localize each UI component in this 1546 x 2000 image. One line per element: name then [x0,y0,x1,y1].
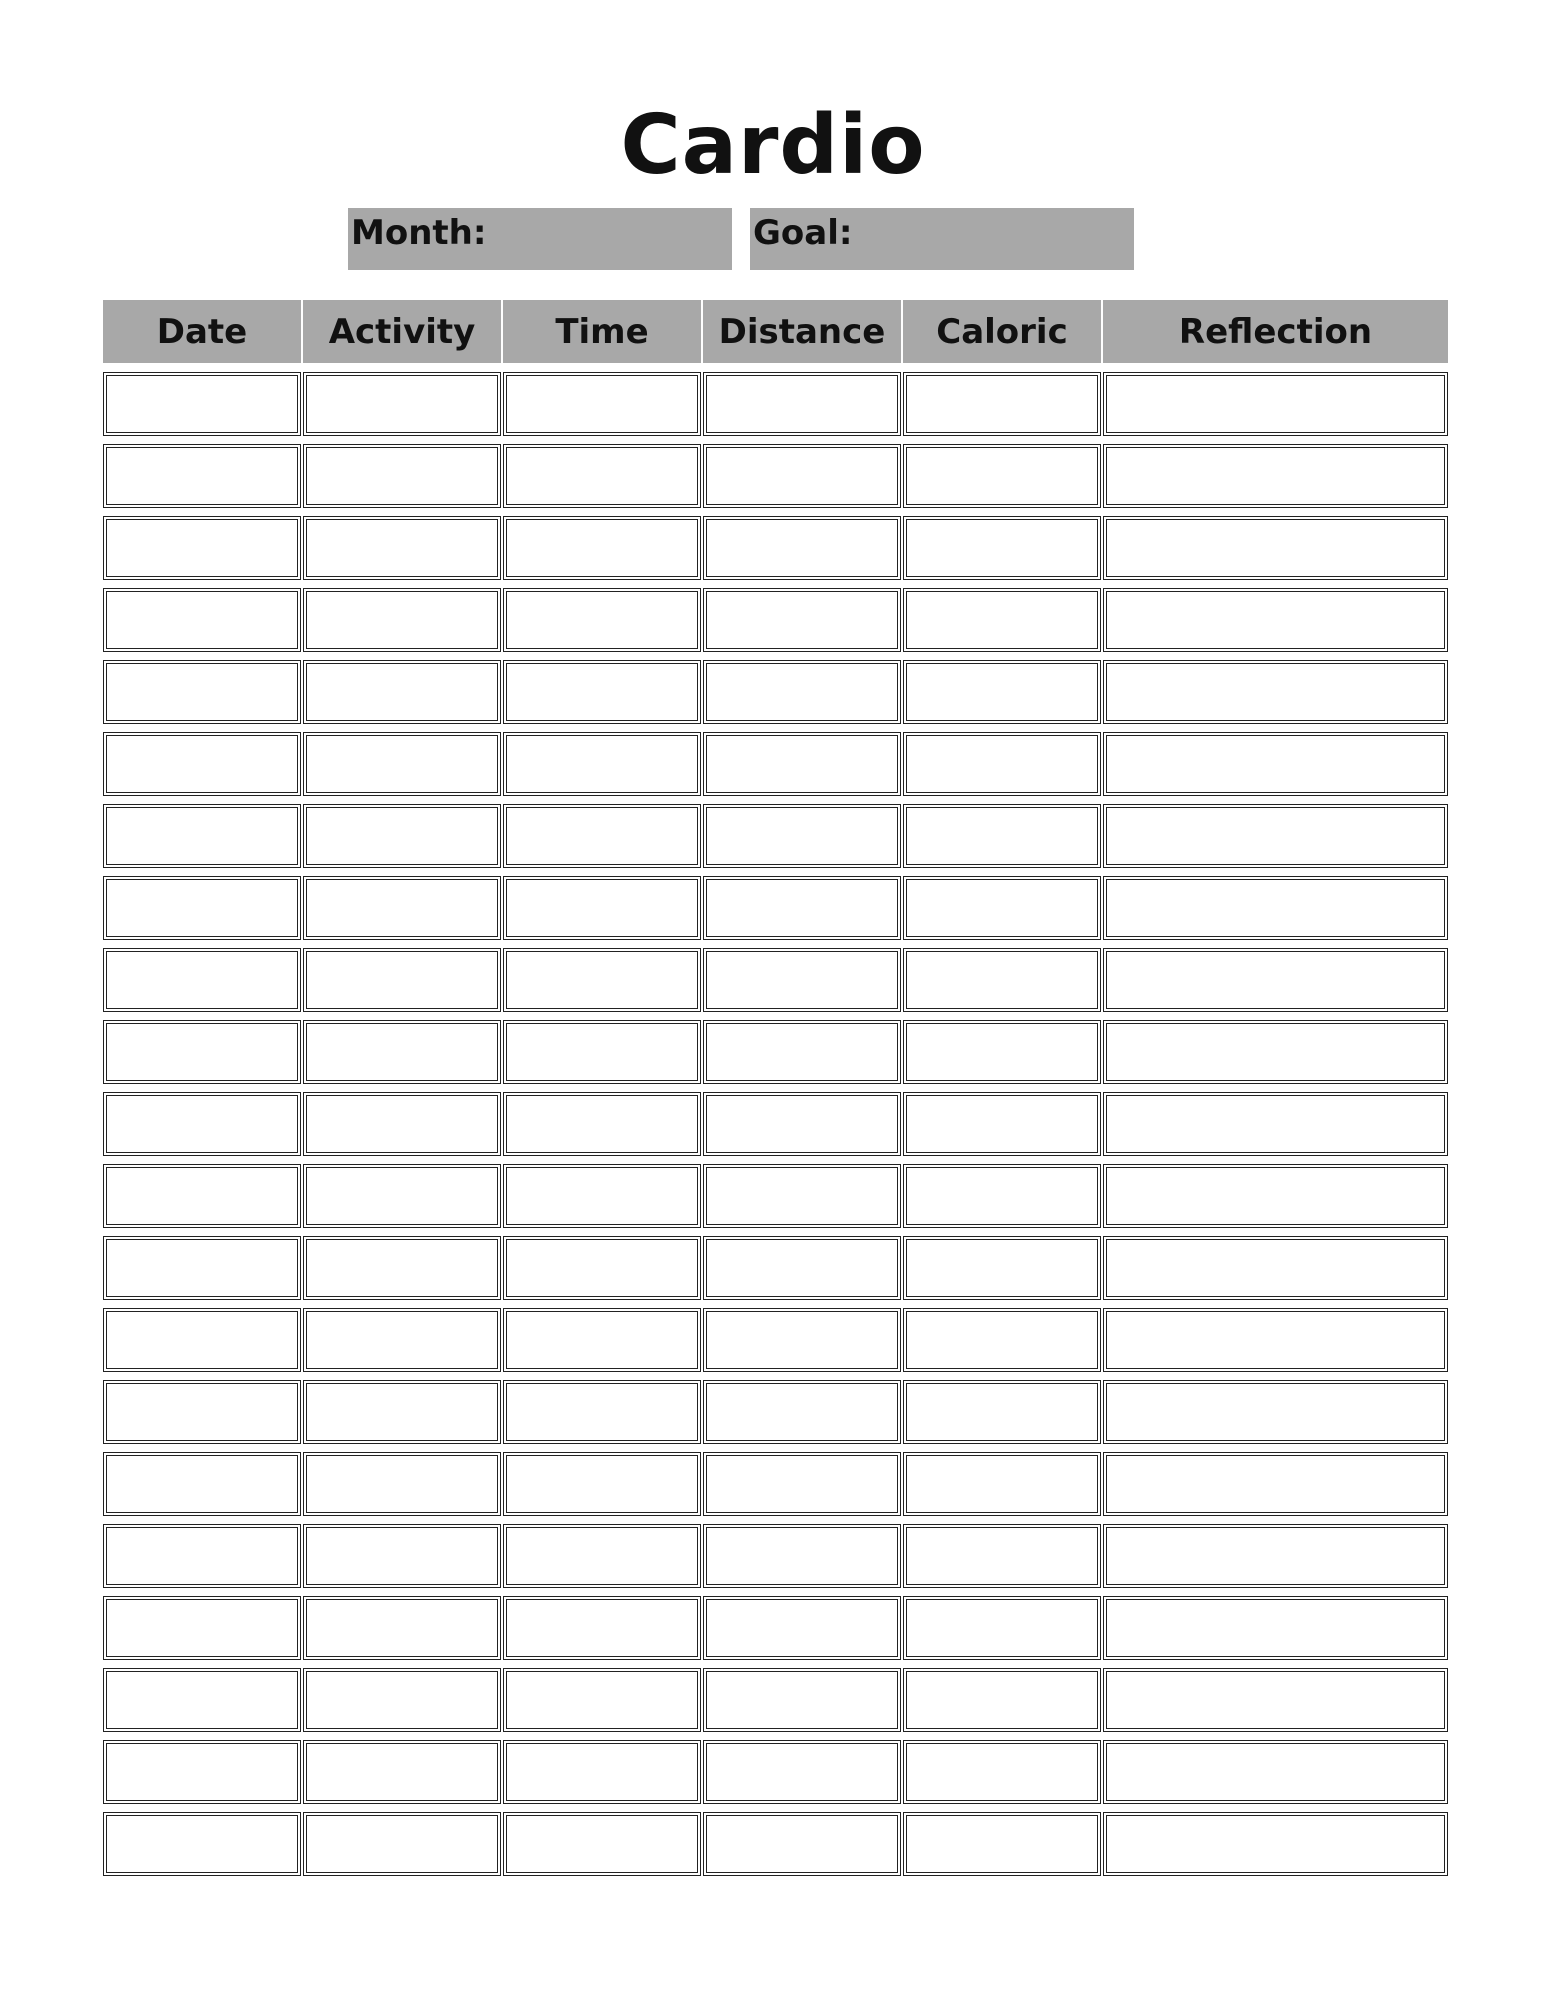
cell-time[interactable] [503,1668,701,1732]
cell-reflection[interactable] [1103,1812,1448,1876]
cell-time[interactable] [503,1020,701,1084]
cell-activity[interactable] [303,1596,501,1660]
month-field[interactable] [348,208,732,270]
cell-reflection[interactable] [1103,804,1448,868]
cell-activity[interactable] [303,660,501,724]
cell-activity[interactable] [303,1812,501,1876]
table-row [103,1020,1448,1084]
table-row [103,660,1448,724]
cell-time[interactable] [503,1308,701,1372]
cell-date[interactable] [103,1164,301,1228]
cell-reflection[interactable] [1103,588,1448,652]
cell-activity[interactable] [303,804,501,868]
cell-date[interactable] [103,1308,301,1372]
cell-time[interactable] [503,1812,701,1876]
cell-date[interactable] [103,1452,301,1516]
cell-reflection[interactable] [1103,1020,1448,1084]
cell-date[interactable] [103,1740,301,1804]
cell-date[interactable] [103,1524,301,1588]
cell-activity[interactable] [303,732,501,796]
column-header-time: Time [503,300,703,363]
cell-distance[interactable] [703,1380,901,1444]
cell-time[interactable] [503,516,701,580]
table-row [103,1452,1448,1516]
page-title: Cardio [620,98,926,193]
cell-distance[interactable] [703,1308,901,1372]
cell-activity[interactable] [303,1668,501,1732]
cell-date[interactable] [103,732,301,796]
cell-distance[interactable] [703,1668,901,1732]
table-row [103,1812,1448,1876]
cell-reflection[interactable] [1103,444,1448,508]
table-row [103,1524,1448,1588]
table-row [103,804,1448,868]
table-row [103,1380,1448,1444]
cell-caloric[interactable] [903,1812,1101,1876]
cell-time[interactable] [503,444,701,508]
table-row [103,1092,1448,1156]
cell-caloric[interactable] [903,1740,1101,1804]
cell-reflection[interactable] [1103,660,1448,724]
cell-date[interactable] [103,1380,301,1444]
cell-reflection[interactable] [1103,876,1448,940]
cell-time[interactable] [503,1164,701,1228]
cell-reflection[interactable] [1103,1452,1448,1516]
goal-label: Goal: [753,213,853,253]
cell-distance[interactable] [703,1452,901,1516]
cell-reflection[interactable] [1103,1668,1448,1732]
table-row [103,1740,1448,1804]
cell-time[interactable] [503,804,701,868]
cell-activity[interactable] [303,1092,501,1156]
cell-caloric[interactable] [903,1092,1101,1156]
cell-activity[interactable] [303,588,501,652]
cell-reflection[interactable] [1103,1380,1448,1444]
cell-caloric[interactable] [903,1236,1101,1300]
cell-distance[interactable] [703,1236,901,1300]
table-row [103,948,1448,1012]
cell-caloric[interactable] [903,516,1101,580]
cell-caloric[interactable] [903,1020,1101,1084]
table-row [103,444,1448,508]
cell-reflection[interactable] [1103,732,1448,796]
cell-activity[interactable] [303,444,501,508]
cell-distance[interactable] [703,1812,901,1876]
cell-distance[interactable] [703,1020,901,1084]
cell-distance[interactable] [703,804,901,868]
cell-date[interactable] [103,1668,301,1732]
cell-date[interactable] [103,948,301,1012]
table-header [103,300,1448,363]
cell-date[interactable] [103,1236,301,1300]
cell-caloric[interactable] [903,588,1101,652]
cell-distance[interactable] [703,876,901,940]
cell-date[interactable] [103,444,301,508]
cell-time[interactable] [503,1236,701,1300]
cell-activity[interactable] [303,1452,501,1516]
cell-reflection[interactable] [1103,1740,1448,1804]
cell-caloric[interactable] [903,372,1101,436]
cell-caloric[interactable] [903,1452,1101,1516]
table-row [103,516,1448,580]
cell-distance[interactable] [703,1524,901,1588]
cell-caloric[interactable] [903,732,1101,796]
cell-date[interactable] [103,1020,301,1084]
cell-activity[interactable] [303,948,501,1012]
cell-time[interactable] [503,948,701,1012]
cell-reflection[interactable] [1103,1092,1448,1156]
cell-date[interactable] [103,1596,301,1660]
table-row [103,588,1448,652]
cell-date[interactable] [103,588,301,652]
cell-date[interactable] [103,516,301,580]
cell-time[interactable] [503,876,701,940]
cell-reflection[interactable] [1103,1236,1448,1300]
column-header-caloric: Caloric [903,300,1103,363]
cell-distance[interactable] [703,516,901,580]
cell-caloric[interactable] [903,1596,1101,1660]
cell-reflection[interactable] [1103,1164,1448,1228]
cell-caloric[interactable] [903,444,1101,508]
cell-distance[interactable] [703,1092,901,1156]
cell-distance[interactable] [703,1596,901,1660]
table-row [103,876,1448,940]
cell-caloric[interactable] [903,1524,1101,1588]
cell-caloric[interactable] [903,804,1101,868]
goal-field[interactable] [750,208,1134,270]
cell-caloric[interactable] [903,876,1101,940]
cell-date[interactable] [103,804,301,868]
cell-reflection[interactable] [1103,516,1448,580]
table-row [103,1668,1448,1732]
cell-distance[interactable] [703,948,901,1012]
table-row [103,732,1448,796]
table-row [103,372,1448,436]
log-table-body [103,372,1448,1884]
column-header-activity: Activity [303,300,503,363]
cell-time[interactable] [503,1452,701,1516]
cell-time[interactable] [503,1092,701,1156]
cell-date[interactable] [103,372,301,436]
table-row [103,1308,1448,1372]
cell-time[interactable] [503,1524,701,1588]
cell-distance[interactable] [703,1164,901,1228]
cell-activity[interactable] [303,1380,501,1444]
column-header-reflection: Reflection [1178,311,1373,352]
cell-caloric[interactable] [903,1164,1101,1228]
cell-caloric[interactable] [903,1380,1101,1444]
cell-time[interactable] [503,660,701,724]
cell-date[interactable] [103,876,301,940]
cell-distance[interactable] [703,372,901,436]
table-row [103,1236,1448,1300]
cell-activity[interactable] [303,1020,501,1084]
cell-reflection[interactable] [1103,372,1448,436]
table-row [103,1164,1448,1228]
cell-time[interactable] [503,1380,701,1444]
cell-time[interactable] [503,732,701,796]
month-label: Month: [351,213,487,253]
cell-time[interactable] [503,1740,701,1804]
cell-distance[interactable] [703,1740,901,1804]
column-header-date: Date [103,300,303,363]
cell-reflection[interactable] [1103,1524,1448,1588]
table-row [103,1596,1448,1660]
cell-date[interactable] [103,1812,301,1876]
cell-time[interactable] [503,372,701,436]
cell-distance[interactable] [703,732,901,796]
cell-activity[interactable] [303,1164,501,1228]
cell-time[interactable] [503,1596,701,1660]
cell-distance[interactable] [703,588,901,652]
cell-reflection[interactable] [1103,1308,1448,1372]
cell-caloric[interactable] [903,948,1101,1012]
cell-time[interactable] [503,588,701,652]
cell-distance[interactable] [703,660,901,724]
cell-activity[interactable] [303,1236,501,1300]
cell-date[interactable] [103,1092,301,1156]
cell-activity[interactable] [303,1308,501,1372]
cell-caloric[interactable] [903,1668,1101,1732]
cell-reflection[interactable] [1103,1596,1448,1660]
cell-caloric[interactable] [903,1308,1101,1372]
cell-activity[interactable] [303,1524,501,1588]
cell-activity[interactable] [303,876,501,940]
column-header-distance: Distance [703,300,903,363]
cell-activity[interactable] [303,372,501,436]
cell-activity[interactable] [303,1740,501,1804]
cell-date[interactable] [103,660,301,724]
cell-activity[interactable] [303,516,501,580]
cell-distance[interactable] [703,444,901,508]
cell-reflection[interactable] [1103,948,1448,1012]
cell-caloric[interactable] [903,660,1101,724]
